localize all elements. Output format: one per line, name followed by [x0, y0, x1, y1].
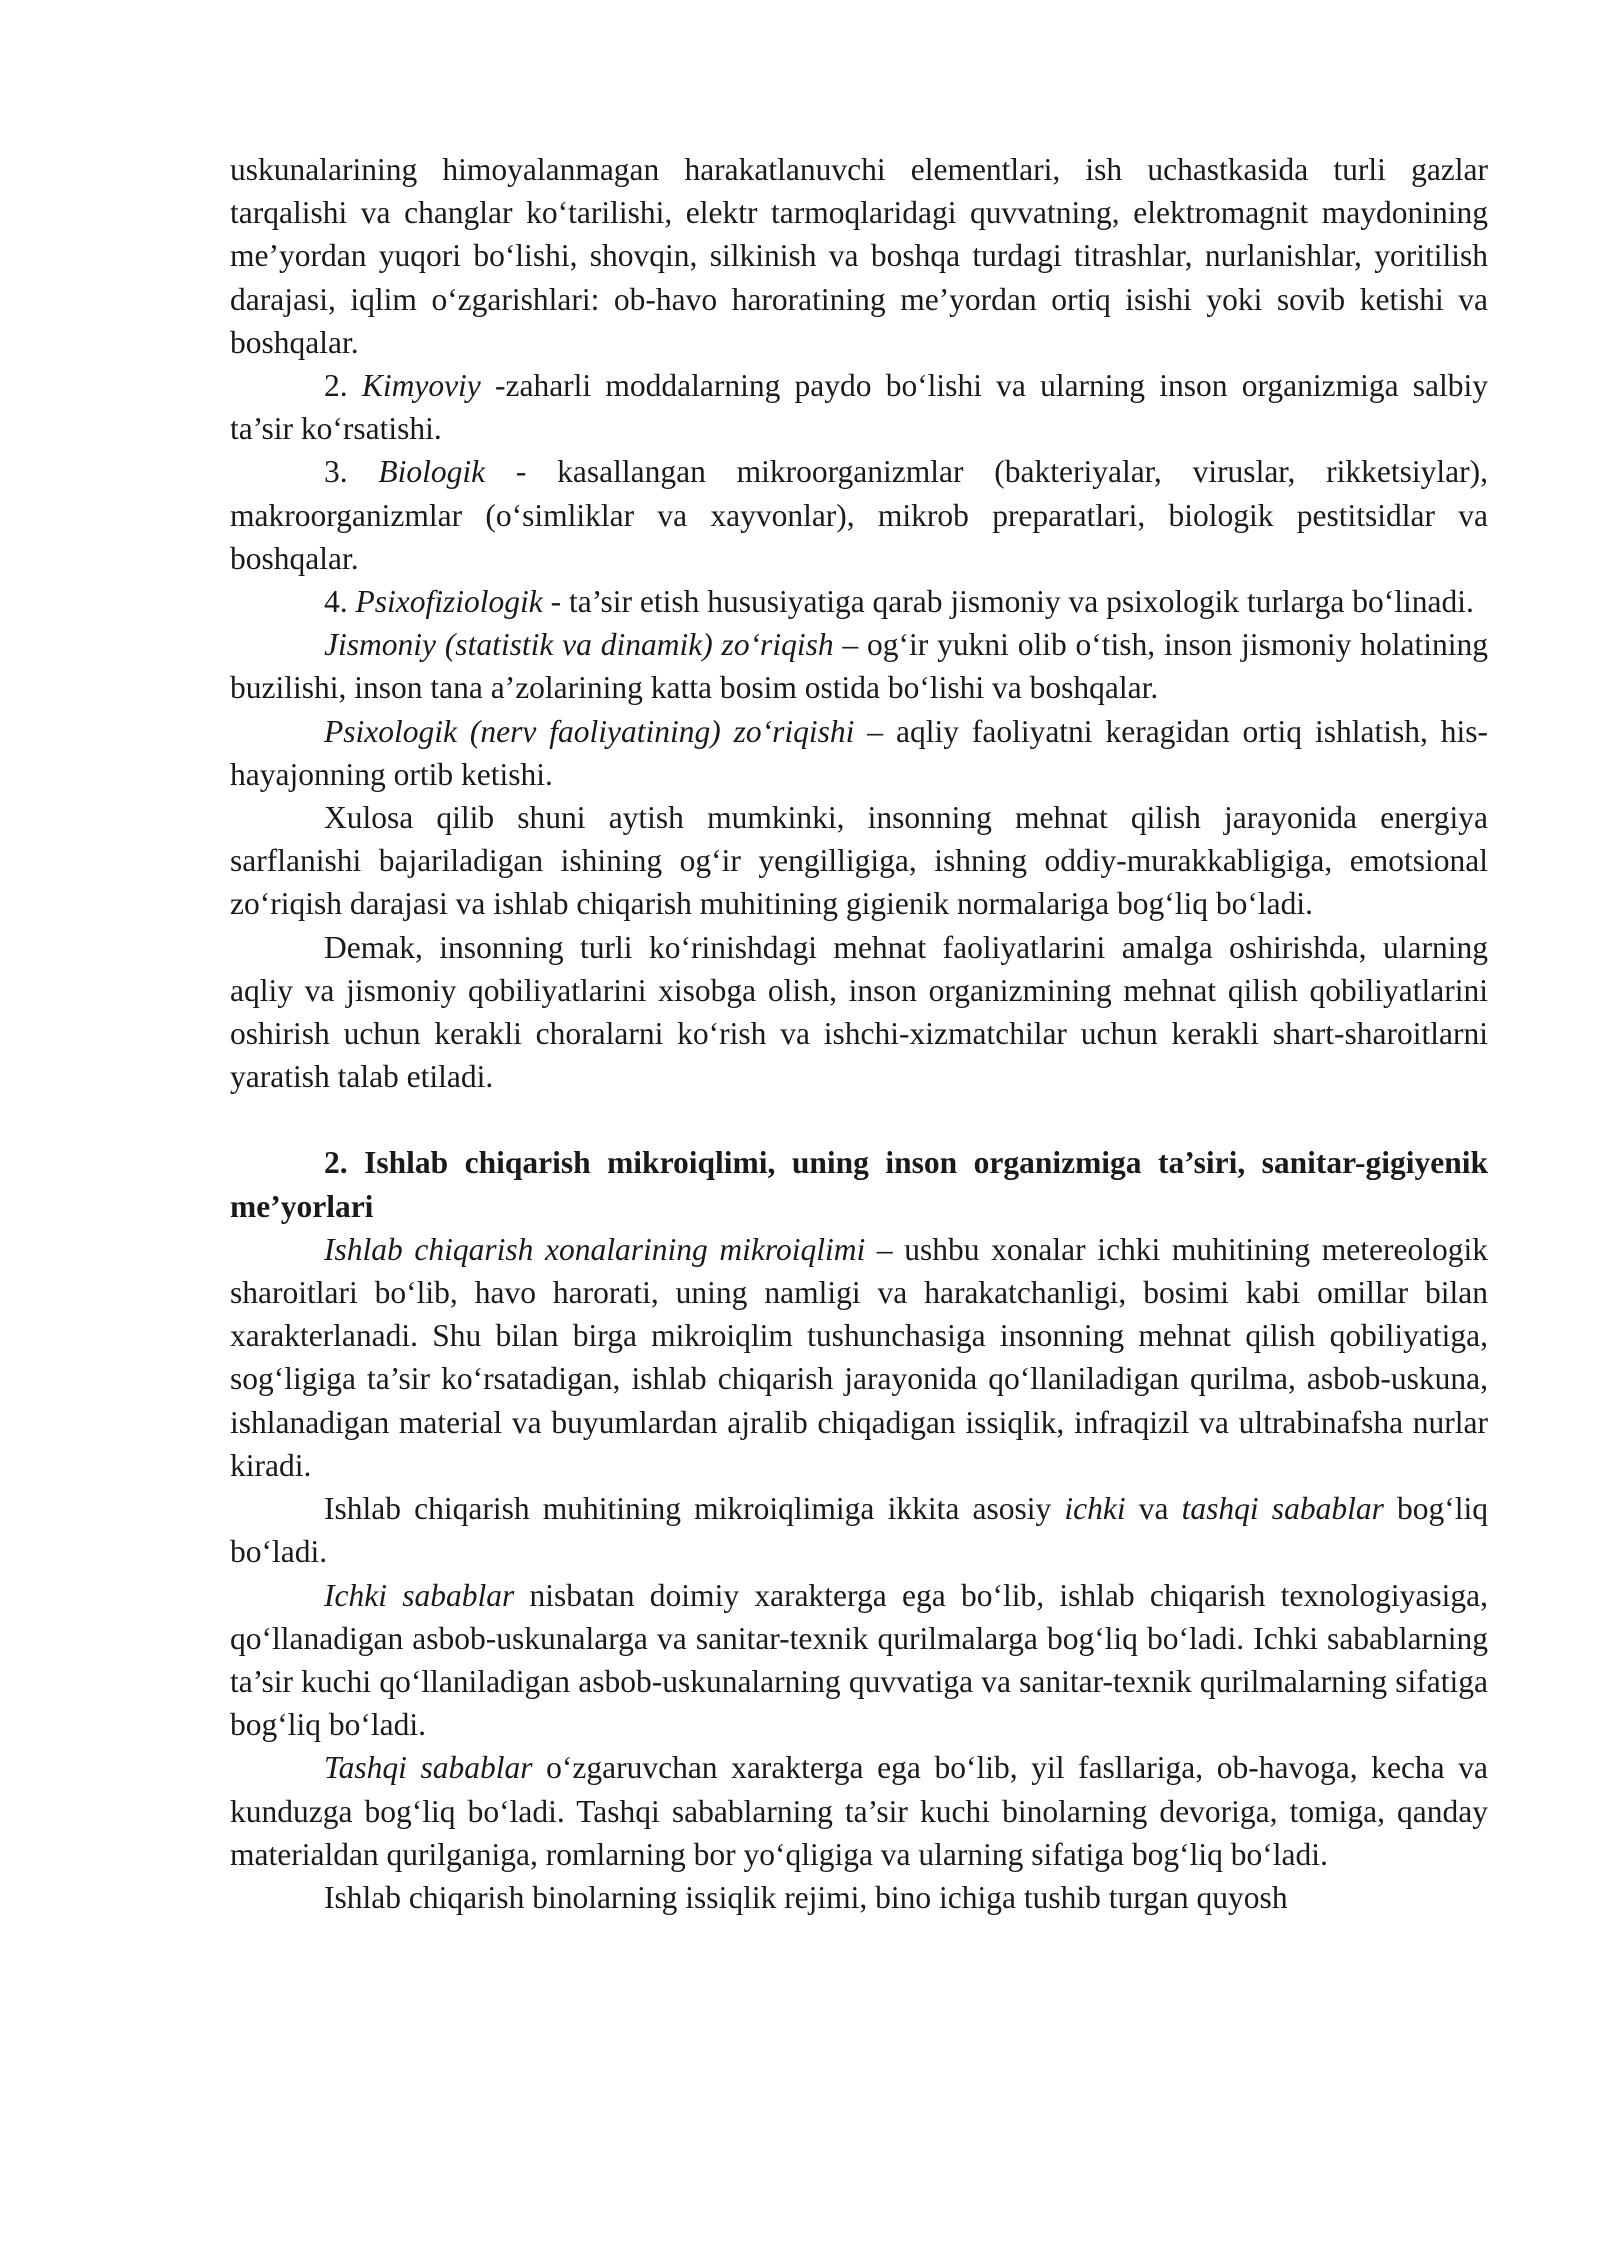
paragraph-intro-continuation: [230, 148, 1488, 364]
body-text-after-heading: [230, 1228, 1488, 1919]
text-run: Ishlab chiqarish muhitining mikroiqlimiga ikkita asosiy: [324, 1491, 1065, 1527]
text-run: – og‘ir yukni olib o‘tish, inson jismoniy holatining buzilishi, inson tana a’zolarining katta bosim ostida bo‘lishi va boshqalar.: [230, 627, 1488, 706]
text-run: bog‘liq bo‘ladi.: [230, 1491, 1488, 1570]
text-run: – aqliy faoliyatni keragidan ortiq ishlatish, his-hayajonning ortib ketishi.: [230, 713, 1488, 792]
text-run: Ishlab chiqarish binolarning issiqlik rejimi, bino ichiga tushib turgan quyosh: [324, 1879, 1288, 1915]
text-run: nisbatan doimiy xarakterga ega bo‘lib, ishlab chiqarish texnologiyasiga, qo‘llanadigan asbob-uskunalarga va sanitar-texnik qurilmalarga bog‘liq bo‘ladi. Ichki sabablarning ta’sir kuchi qo‘llaniladigan asbob-uskunalarning quvvatiga va sanitar-texnik qurilmalarning sifatiga bog‘liq bo‘ladi.: [230, 1577, 1488, 1743]
italic-term: Ishlab chiqarish xonalarining mikroiqlimi: [324, 1231, 866, 1267]
paragraph-kimyoviy: [230, 364, 1488, 450]
italic-term: Psixologik (nerv faoliyatining) zo‘riqishi: [324, 713, 855, 749]
paragraph-demak: [230, 926, 1488, 1099]
paragraph-issiqlik: [230, 1876, 1488, 1919]
paragraph-ikki-sabab: [230, 1487, 1488, 1573]
italic-term: Tashqi sabablar: [324, 1750, 533, 1786]
text-run: – ushbu xonalar ichki muhitining metereologik sharoitlari bo‘lib, havo harorati, uning namligi va harakatchanligi, bosimi kabi omillar bilan xarakterlanadi. Shu bilan birga mikroiqlim tushunchasiga insonning mehnat qilish qobiliyatiga, sog‘ligiga ta’sir ko‘rsatadigan, ishlab chiqarish jarayonida qo‘llaniladigan qurilma, asbob-uskuna, ishlanadigan material va buyumlardan ajralib chiqadigan issiqlik, infraqizil va ultrabinafsha nurlar kiradi.: [230, 1231, 1488, 1483]
paragraph-biologik: [230, 450, 1488, 580]
italic-term: ichki: [1064, 1491, 1126, 1527]
text-run: uskunalarining himoyalanmagan harakatlanuvchi elementlari, ish uchastkasida turli gazlar tarqalishi va changlar ko‘tarilishi, elektr tarmoqlaridagi quvvatning, elektromagnit maydonining me’yordan yuqori bo‘lishi, shovqin, silkinish va boshqa turdagi titrashlar, nurlanishlar, yoritilish darajasi, iqlim o‘zgarishlari: ob-havo haroratining me’yordan ortiq isishi yoki sovib ketishi va boshqalar.: [230, 152, 1488, 360]
text-run: Xulosa qilib shuni aytish mumkinki, insonning mehnat qilish jarayonida energiya sarflanishi bajariladigan ishining og‘ir yengilligiga, ishning oddiy-murakkabligiga, emotsional zo‘riqish darajasi va ishlab chiqarish muhitining gigienik normalariga bog‘liq bo‘ladi.: [230, 800, 1488, 922]
text-run: o‘zgaruvchan xarakterga ega bo‘lib, yil fasllariga, ob-havoga, kecha va kunduzga bog‘liq bo‘ladi. Tashqi sabablarning ta’sir kuchi binolarning devoriga, tomiga, qanday materialdan qurilganiga, romlarning bor yo‘qligiga va ularning sifatiga bog‘liq bo‘ladi.: [230, 1750, 1489, 1872]
paragraph-xulosa: [230, 796, 1488, 926]
text-run: 3.: [324, 454, 379, 490]
section-heading: 2. Ishlab chiqarish mikroiqlimi, uning inson organizmiga ta’siri, sanitar-gigiyenik me’yorlari: [230, 1145, 1488, 1224]
italic-term: Psixofiziologik: [355, 584, 543, 620]
text-run: - kasallangan mikroorganizmlar (bakteriyalar, viruslar, rikketsiylar), makroorganizmlar (o‘simliklar va xayvonlar), mikrob preparatlari, biologik pestitsidlar va boshqalar.: [230, 454, 1489, 576]
paragraph-mikroiqlim-def: [230, 1228, 1488, 1487]
paragraph-psixofiziologik: [230, 580, 1488, 623]
paragraph-jismoniy: [230, 623, 1488, 709]
italic-term: tashqi sabablar: [1181, 1491, 1384, 1527]
paragraph-tashqi: [230, 1746, 1488, 1876]
italic-term: Biologik: [378, 454, 486, 490]
text-run: va: [1125, 1491, 1182, 1527]
italic-term: Ichki sabablar: [324, 1577, 515, 1613]
paragraph-ichki: [230, 1574, 1488, 1747]
text-run: - ta’sir etish hususiyatiga qarab jismoniy va psixologik turlarga bo‘linadi.: [542, 584, 1474, 620]
paragraph-psixologik: [230, 710, 1488, 796]
body-text-before-heading: [230, 148, 1488, 1098]
italic-term: Kimyoviy: [361, 368, 481, 404]
text-run: -zaharli moddalarning paydo bo‘lishi va ularning inson organizmiga salbiy ta’sir ko‘rsatishi.: [230, 368, 1489, 447]
italic-term: Jismoniy (statistik va dinamik) zo‘riqish: [324, 627, 834, 663]
text-run: Demak, insonning turli ko‘rinishdagi mehnat faoliyatlarini amalga oshirishda, ularning aqliy va jismoniy qobiliyatlarini xisobga olish, inson organizmining mehnat qilish qobiliyatlarini oshirish uchun kerakli choralarni ko‘rish va ishchi-xizmatchilar uchun kerakli shart-sharoitlarni yaratish talab etiladi.: [230, 929, 1488, 1095]
text-run: 2.: [324, 368, 362, 404]
text-run: 4.: [324, 584, 356, 620]
